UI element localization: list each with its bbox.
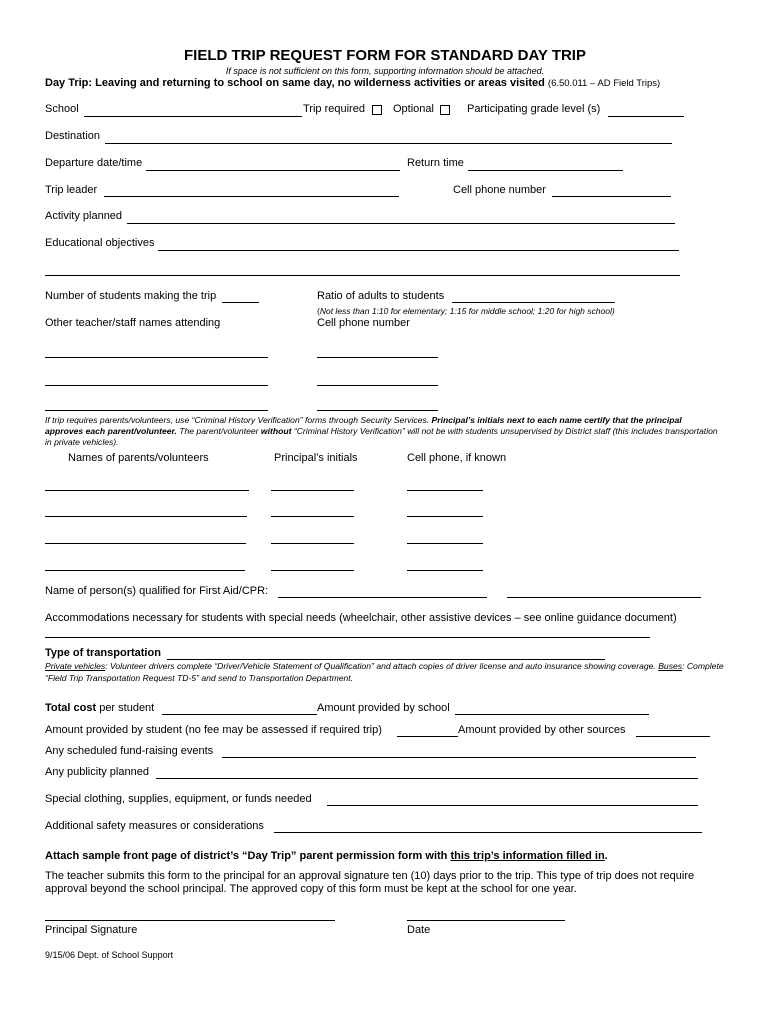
staff-name-field-1[interactable] [45,357,268,358]
by-other-field[interactable] [636,736,710,737]
footer-text: 9/15/06 Dept. of School Support [45,950,174,960]
trip-leader-field[interactable] [104,196,399,197]
col-cell-header: Cell phone, if known [407,452,507,464]
col-names-header: Names of parents/volunteers [68,452,209,464]
volunteer-initials-field-2[interactable] [271,516,354,517]
publicity-label: Any publicity planned [45,766,149,778]
by-student-label: Amount provided by student (no fee may be assessed if required trip) [45,724,382,736]
principal-signature-label: Principal Signature [45,924,138,936]
total-cost-label: Total cost per student [45,702,155,714]
ratio-field[interactable] [452,302,615,303]
grade-level-field[interactable] [608,116,684,117]
first-aid-field-1[interactable] [278,597,487,598]
staff-cell-field-1[interactable] [317,357,438,358]
optional-checkbox[interactable] [440,105,450,115]
volunteer-cell-field-1[interactable] [407,490,483,491]
col-initials-header: Principal’s initials [274,452,358,464]
destination-label: Destination [45,130,101,142]
objectives-field[interactable] [158,250,679,251]
safety-label: Additional safety measures or considerations [45,820,264,832]
grade-level-label: Participating grade level (s) [467,103,601,115]
accommodations-field[interactable] [45,637,650,638]
staff-cell-field-3[interactable] [317,410,438,411]
return-time-label: Return time [407,157,464,169]
ratio-label: Ratio of adults to students [317,290,445,302]
attach-instruction: Attach sample front page of district’s “Day Trip” parent permission form with this trip’s information filled in. [45,850,608,862]
activity-label: Activity planned [45,210,123,222]
staff-cell-label: Cell phone number [317,317,410,329]
fund-raising-label: Any scheduled fund-raising events [45,745,214,757]
by-student-field[interactable] [397,736,458,737]
date-label: Date [407,924,431,936]
principal-signature-field[interactable] [45,920,335,921]
other-staff-label: Other teacher/staff names attending [45,317,221,329]
safety-field[interactable] [274,832,702,833]
daytrip-ref: (6.50.011 – AD Field Trips) [547,78,661,89]
clothing-label: Special clothing, supplies, equipment, or funds needed [45,793,312,805]
by-school-label: Amount provided by school [317,702,450,714]
optional-label: Optional [393,103,434,115]
volunteer-cell-field-2[interactable] [407,516,483,517]
clothing-field[interactable] [327,805,698,806]
daytrip-definition [45,77,660,89]
departure-field[interactable] [146,170,400,171]
volunteer-initials-field-3[interactable] [271,543,354,544]
volunteer-name-field-1[interactable] [45,490,249,491]
staff-name-field-2[interactable] [45,385,268,386]
leader-cell-field[interactable] [552,196,671,197]
activity-field[interactable] [127,223,675,224]
volunteer-name-field-3[interactable] [45,543,246,544]
daytrip-bold: Day Trip: Leaving and returning to school on same day, no wilderness activities or areas visited [45,77,545,89]
destination-field[interactable] [105,143,672,144]
transport-note: Private vehicles: Volunteer drivers complete “Driver/Vehicle Statement of Qualification” and attach copies of driver license and auto insurance showing coverage. Buses: Complete “Field Trip Transportation Request TD-5” and send to Transportation Department. [45,661,724,683]
publicity-field[interactable] [156,778,698,779]
trip-required-label: Trip required [303,103,365,115]
accommodations-label: Accommodations necessary for students with special needs (wheelchair, other assistive devices – see online guidance document) [45,612,677,624]
transport-label: Type of transportation [45,647,161,659]
volunteer-initials-field-1[interactable] [271,490,354,491]
form-subtitle: If space is not sufficient on this form, supporting information should be attached. [225,66,545,76]
num-students-label: Number of students making the trip [45,290,217,302]
date-field[interactable] [407,920,565,921]
trip-required-checkbox[interactable] [372,105,382,115]
trip-leader-label: Trip leader [45,184,98,196]
first-aid-field-2[interactable] [507,597,701,598]
staff-cell-field-2[interactable] [317,385,438,386]
volunteer-initials-field-4[interactable] [271,570,354,571]
form-title: FIELD TRIP REQUEST FORM FOR STANDARD DAY TRIP [184,47,586,64]
volunteer-name-field-2[interactable] [45,516,247,517]
school-field[interactable] [84,116,302,117]
fund-raising-field[interactable] [222,757,696,758]
objectives-field-2[interactable] [45,275,680,276]
by-other-label: Amount provided by other sources [458,724,626,736]
total-cost-field[interactable] [162,714,317,715]
volunteer-cell-field-3[interactable] [407,543,483,544]
return-time-field[interactable] [468,170,623,171]
first-aid-label: Name of person(s) qualified for First Aid/CPR: [45,585,269,597]
volunteers-note: If trip requires parents/volunteers, use “Criminal History Verification” forms through Security Services. Principal’s initials next to each name certify that the principal approves each parent/volunteer. The parent/volunteer without “Criminal History Verification” will not be with students unsupervised by District staff (this includes transportation in private vehicles). [45,415,718,447]
objectives-label: Educational objectives [45,237,155,249]
num-students-field[interactable] [222,302,259,303]
volunteer-cell-field-4[interactable] [407,570,483,571]
by-school-field[interactable] [455,714,649,715]
ratio-note: (Not less than 1:10 for elementary; 1:15 for middle school; 1:20 for high school) [317,306,615,316]
submit-instruction: The teacher submits this form to the principal for an approval signature ten (10) days prior to the trip. This type of trip does not require approval beyond the school principal. The approved copy of this form must be kept at the school for one year. [45,870,695,895]
school-label: School [45,103,79,115]
volunteer-name-field-4[interactable] [45,570,245,571]
departure-label: Departure date/time [45,157,143,169]
staff-name-field-3[interactable] [45,410,268,411]
leader-cell-label: Cell phone number [453,184,546,196]
